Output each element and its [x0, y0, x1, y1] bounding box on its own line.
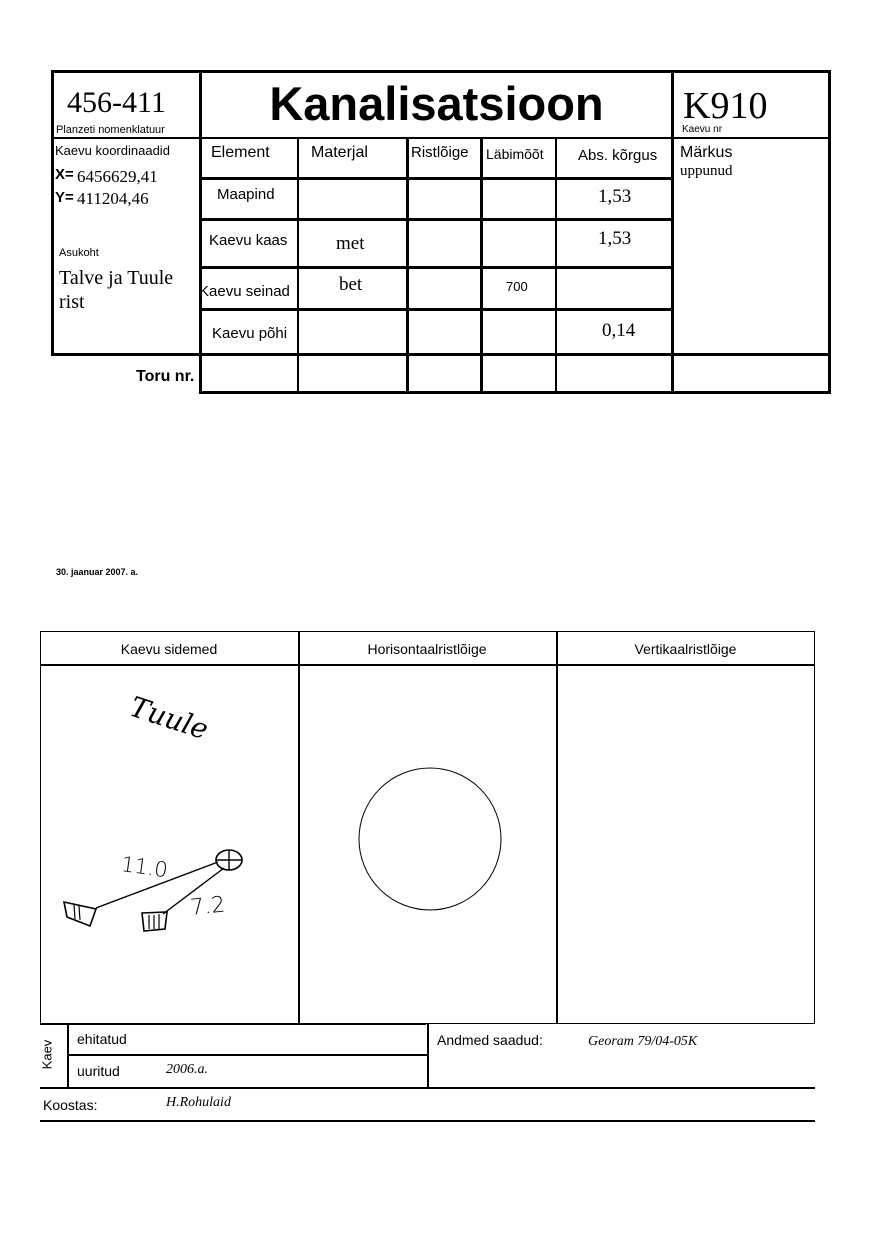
row-2-material: met: [336, 233, 365, 254]
row-2-abs-height: 1,53: [598, 228, 632, 249]
row-2-element: Kaevu kaas: [209, 232, 288, 249]
footer-mid-line: [68, 1054, 428, 1056]
well-number-value: K910: [683, 85, 768, 127]
col-header-cross-section: Ristlõige: [411, 144, 469, 161]
coords-label: Kaevu koordinaadid: [55, 143, 170, 158]
footer-top-line: [40, 1023, 426, 1025]
well-cross-section-circle: [359, 768, 501, 910]
location-line-1: Talve ja Tuule: [59, 267, 174, 289]
footer-bottom-line: [40, 1087, 815, 1089]
row-3-material: bet: [339, 274, 363, 295]
pipe-label: Toru nr.: [136, 368, 195, 385]
nomenclature-label: Planzeti nomenklatuur: [56, 124, 165, 136]
handwritten-distance-1: 11.0: [119, 852, 170, 883]
manhole-symbol: [216, 850, 242, 870]
col-header-diameter: Läbimõõt: [486, 146, 544, 162]
connection-box-1: [64, 902, 96, 926]
nomenclature-value: 456-411: [67, 86, 166, 119]
footer-mid-vline: [427, 1023, 429, 1087]
well-number-label: Kaevu nr: [682, 124, 723, 135]
surveyed-value: 2006.a.: [166, 1062, 208, 1077]
col-header-abs-height: Abs. kõrgus: [578, 147, 658, 164]
y-value: 411204,46: [77, 189, 149, 208]
sketch-header-connections: Kaevu sidemed: [120, 641, 218, 657]
built-label: ehitatud: [77, 1031, 127, 1047]
location-line-2: rist: [59, 291, 85, 313]
sketch-header-vertical: Vertikaalristlõige: [634, 641, 737, 657]
footer-last-line: [40, 1120, 815, 1122]
location-label: Asukoht: [59, 247, 99, 259]
col-header-remark: Märkus: [680, 144, 733, 161]
row-1-abs-height: 1,53: [598, 186, 632, 207]
handwritten-street-name: Tuule: [125, 690, 213, 747]
data-from-label: Andmed saadud:: [437, 1032, 543, 1048]
footer-side-line: [67, 1023, 69, 1087]
page-title: Kanalisatsioon: [269, 77, 604, 130]
row-3-diameter: 700: [506, 279, 528, 294]
compiled-value: H.Rohulaid: [166, 1095, 231, 1110]
row-4-element: Kaevu põhi: [212, 325, 288, 342]
data-from-value: Georam 79/04-05K: [588, 1034, 698, 1049]
footer-side-label: Kaev: [39, 1039, 55, 1070]
surveyed-label: uuritud: [77, 1063, 120, 1079]
compiled-label: Koostas:: [43, 1097, 98, 1113]
handwritten-distance-2: 7.2: [189, 892, 227, 921]
col-header-material: Materjal: [311, 144, 368, 161]
row-4-abs-height: 0,14: [602, 320, 636, 341]
sketch-header-horizontal: Horisontaalristlõige: [367, 641, 487, 657]
row-3-element: Kaevu seinad: [199, 283, 290, 300]
x-value: 6456629,41: [77, 167, 158, 186]
y-label: Y=: [55, 189, 74, 206]
row-1-element: Maapind: [217, 186, 275, 203]
remark-value: uppunud: [680, 163, 733, 179]
x-label: X=: [55, 166, 74, 183]
col-header-element: Element: [211, 144, 270, 161]
document-date: 30. jaanuar 2007. a.: [56, 567, 139, 577]
connection-box-2: [142, 912, 167, 931]
